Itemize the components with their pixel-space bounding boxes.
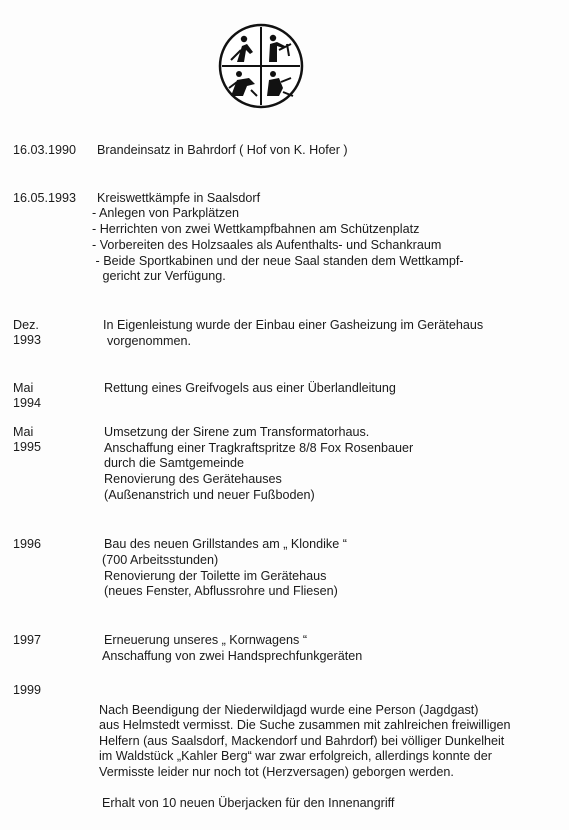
final-line: Erhalt von 10 neuen Überjacken für den Innenangriff [102, 796, 395, 810]
entry-line: (Außenanstrich und neuer Fußboden) [104, 488, 315, 502]
entry-date: Dez. 1993 [13, 318, 42, 348]
entry-line: Umsetzung der Sirene zum Transformatorhaus. [104, 425, 370, 439]
entry-line: - Beide Sportkabinen und der neue Saal standen dem Wettkampf- [92, 254, 464, 268]
entry-line: - Vorbereiten des Holzsaales als Aufenthalts- und Schankraum [92, 238, 442, 252]
entry-line: Erneuerung unseres „ Kornwagens “ [104, 633, 308, 647]
entry-date: Mai 1994 [13, 381, 42, 411]
paragraph-line: aus Helmstedt vermisst. Die Suche zusammen mit zahlreichen freiwilligen [99, 718, 511, 733]
entry-line: Rettung eines Greifvogels aus einer Überlandleitung [104, 381, 396, 395]
entry-line: Renovierung der Toilette im Gerätehaus [104, 569, 327, 583]
entry-line: durch die Samtgemeinde [104, 456, 245, 470]
entry-line: (neues Fenster, Abflussrohre und Fliesen) [104, 584, 338, 598]
entry-line: - Herrichten von zwei Wettkampfbahnen am Schützenplatz [92, 222, 420, 236]
entry-line: Kreiswettkämpfe in Saalsdorf [97, 191, 261, 205]
entry-date: 1999 [13, 683, 42, 697]
paragraph-1999 [99, 703, 559, 780]
entry-line: Anschaffung von zwei Handsprechfunkgeräten [102, 649, 363, 663]
entry-line: gericht zur Verfügung. [92, 269, 226, 283]
entry-line: (700 Arbeitsstunden) [102, 553, 219, 567]
entry-line: Brandeinsatz in Bahrdorf ( Hof von K. Hofer ) [97, 143, 348, 157]
entry-line: Renovierung des Gerätehauses [104, 472, 282, 486]
paragraph-line: Vermisste leider nur noch tot (Herzversagen) geborgen werden. [99, 764, 454, 779]
entry-line: - Anlegen von Parkplätzen [92, 206, 240, 220]
entry-date: 16.05.1993 [13, 191, 77, 205]
paragraph-line: im Waldstück „Kahler Berg“ war zwar erfolgreich, allerdings konnte der [99, 749, 492, 764]
entry-line: In Eigenleistung wurde der Einbau einer Gasheizung im Gerätehaus [103, 318, 484, 332]
entry-date: 1997 [13, 633, 42, 647]
paragraph-line: Nach Beendigung der Niederwildjagd wurde eine Person (Jagdgast) [99, 703, 479, 717]
entry-date: 16.03.1990 [13, 143, 77, 157]
paragraph-line: Helfern (aus Saalsdorf, Mackendorf und Bahrdorf) bei völliger Dunkelheit [99, 733, 505, 748]
fire-brigade-emblem-icon [217, 22, 305, 110]
entry-date: Mai 1995 [13, 425, 42, 455]
entry-line: vorgenommen. [107, 334, 191, 348]
entry-line: Bau des neuen Grillstandes am „ Klondike “ [104, 537, 347, 551]
entry-date: 1996 [13, 537, 42, 551]
entry-line: Anschaffung einer Tragkraftspritze 8/8 Fox Rosenbauer [104, 441, 414, 455]
